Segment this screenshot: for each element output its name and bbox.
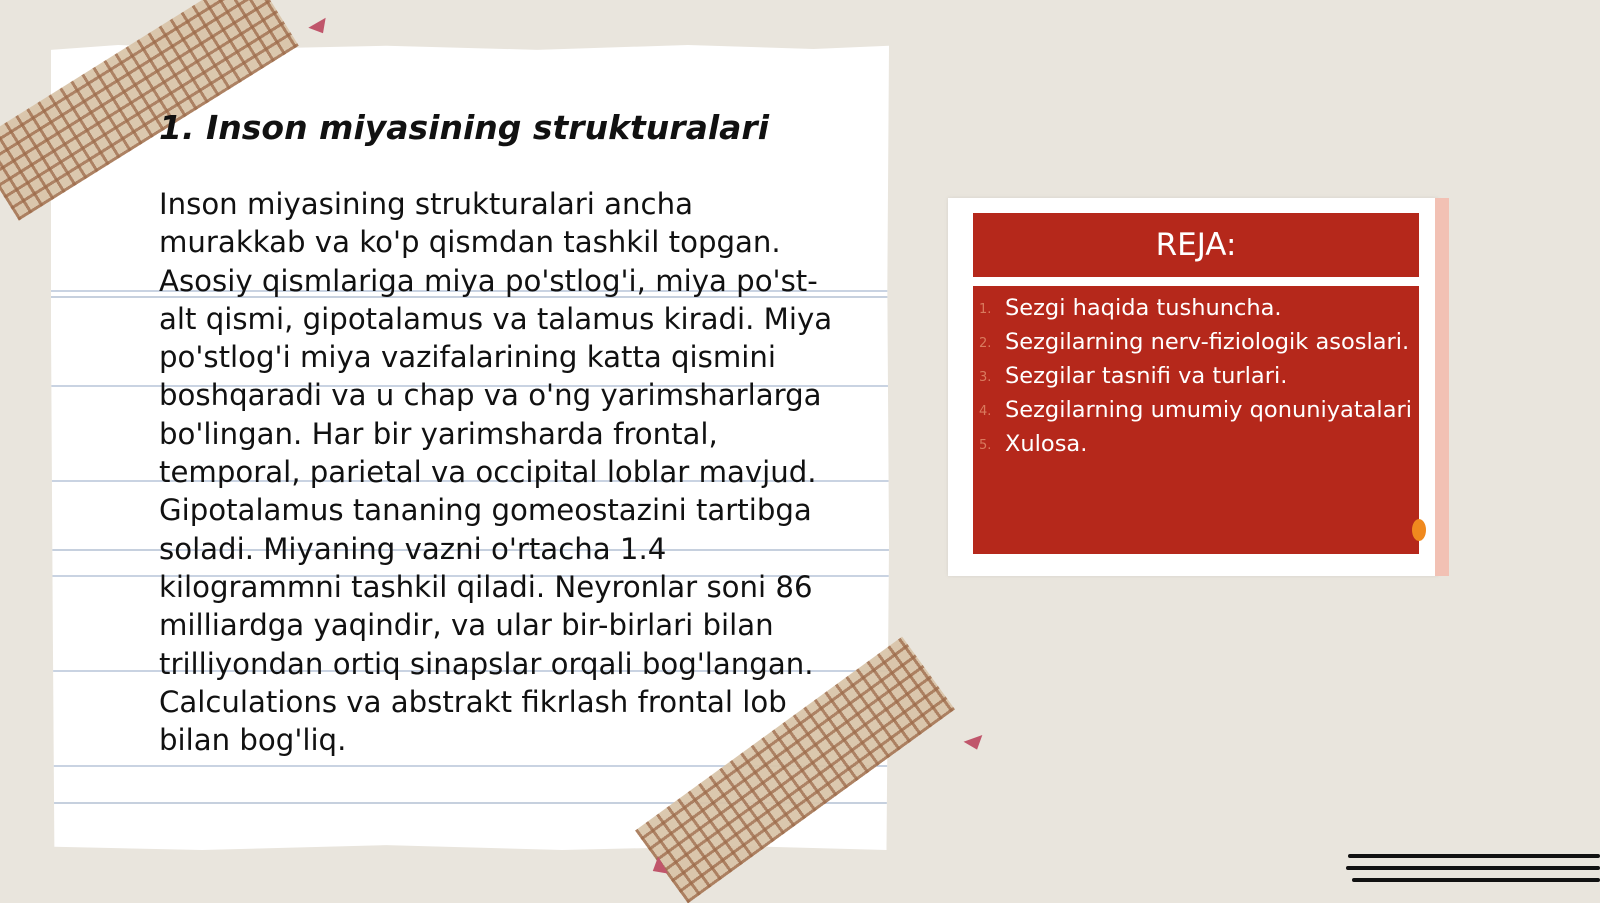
- reja-item-number: 4.: [979, 404, 992, 419]
- reja-list-panel: [973, 286, 1419, 554]
- slide-title: 1. Inson miyasining strukturalari: [159, 108, 770, 147]
- reja-list-item: [973, 294, 1419, 322]
- orange-dot-decoration: [1412, 519, 1426, 541]
- reja-list-item: [973, 396, 1419, 424]
- brush-stroke: [1346, 866, 1600, 870]
- slide-body-text: Inson miyasining strukturalari ancha murakkab va ko'p qismdan tashkil topgan. Asosiy qismlariga miya po'stlog'i, miya po'st-alt qismi, gipotalamus va talamus kiradi. Miya po'stlog'i miya vazifalarining katta qismini boshqaradi va u chap va o'ng yarimsharlarga bo'lingan. Har bir yarimsharda frontal, temporal, parietal va occipital loblar mavjud. Gipotalamus tananing gomeostazini tartibga soladi. Miyaning vazni o'rtacha 1.4 kilogrammni tashkil qiladi. Neyronlar soni 86 milliardga yaqindir, va ular bir-birlari bilan trilliyondan ortiq sinapslar orqali bog'langan. Calculations va abstrakt fikrlash frontal lob bilan bog'liq.: [159, 187, 833, 758]
- reja-list-item: [973, 362, 1419, 390]
- reja-list-item: [973, 430, 1419, 458]
- brush-stroke: [1352, 878, 1600, 882]
- brush-stroke: [1348, 854, 1600, 858]
- reja-list: [973, 286, 1419, 458]
- tape-tip-decoration: [964, 735, 987, 753]
- reja-item-text: Sezgilarning nerv-fiziologik asoslari.: [1005, 329, 1410, 355]
- reja-item-text: Sezgilarning umumiy qonuniyatalari: [1005, 397, 1412, 423]
- brush-stroke-decoration: [1348, 848, 1600, 888]
- reja-list-item: [973, 328, 1419, 356]
- tape-tip-decoration: [308, 18, 331, 38]
- reja-item-text: Sezgi haqida tushuncha.: [1005, 295, 1282, 321]
- reja-frame-edge: [1435, 198, 1449, 576]
- reja-item-text: Xulosa.: [1005, 431, 1088, 457]
- reja-item-number: 5.: [979, 438, 992, 453]
- reja-heading: REJA:: [973, 213, 1419, 277]
- reja-item-number: 1.: [979, 302, 992, 317]
- reja-item-number: 3.: [979, 370, 992, 385]
- reja-item-number: 2.: [979, 336, 992, 351]
- reja-item-text: Sezgilar tasnifi va turlari.: [1005, 363, 1288, 389]
